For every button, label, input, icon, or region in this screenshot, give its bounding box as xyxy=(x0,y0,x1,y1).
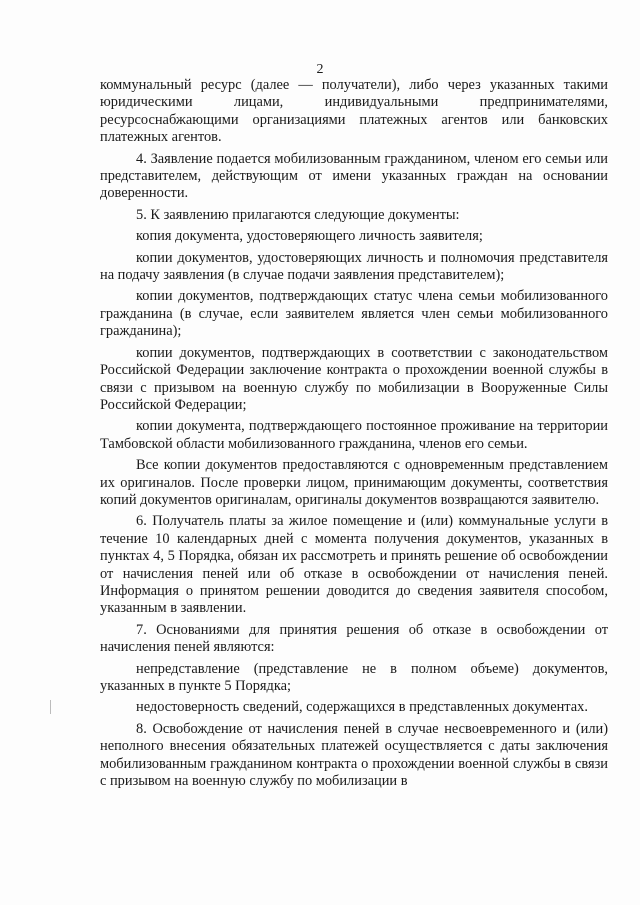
page-number: 2 xyxy=(316,62,324,77)
margin-mark xyxy=(50,700,51,714)
document-body xyxy=(100,77,608,794)
paragraph-6: 6. Получатель платы за жилое помещение и (или) коммунальные услуги в течение 10 календарных дней с момента получения документов, указанных в пунктах 4, 5 Порядка, обязан их рассмотреть и принять решение об освобождении от начисления пеней или об отказе в освобождении от начисления пеней. Информация о принятом решении доводится до сведения заявителя способом, указанным в заявлении. xyxy=(100,513,608,617)
paragraph-5-6: Все копии документов предоставляются с одновременным представлением их оригиналов. После проверки лицом, принимающим документы, соответствия копий документов оригиналам, оригиналы документов возвращаются заявителю. xyxy=(100,457,608,508)
paragraph-continuation: коммунальный ресурс (далее — получатели), либо через указанных такими юридическими лицами, индивидуальными предпринимателями, ресурсоснабжающими организациями платежных агентов или банковских платежных агентов. xyxy=(100,77,608,146)
paragraph-5-5: копии документа, подтверждающего постоянное проживание на территории Тамбовской области мобилизованного гражданина, членов его семьи. xyxy=(100,418,608,452)
paragraph-5-3: копии документов, подтверждающих статус члена семьи мобилизованного гражданина (в случае, если заявителем является член семьи мобилизованного гражданина); xyxy=(100,288,608,340)
paragraph-7: 7. Основаниями для принятия решения об отказе в освобождении от начисления пеней являются: xyxy=(100,621,608,656)
paragraph-5-1: копия документа, удостоверяющего личность заявителя; xyxy=(136,228,483,245)
paragraph-5-4: копии документов, подтверждающих в соответствии с законодательством Российской Федерации заключение контракта о прохождении военной службы в связи с призывом на военную службу по мобилизации в Вооруженные Силы Российской Федерации; xyxy=(100,344,608,413)
paragraph-7-1: непредставление (представление не в полном объеме) документов, указанных в пункте 5 Порядка; xyxy=(100,660,608,694)
paragraph-7-2: недостоверность сведений, содержащихся в представленных документах. xyxy=(136,699,588,716)
paragraph-5: 5. К заявлению прилагаются следующие документы: xyxy=(136,206,460,223)
paragraph-4: 4. Заявление подается мобилизованным гражданином, членом его семьи или представителем, действующим от имени указанных граждан на основании доверенности. xyxy=(100,150,608,202)
paragraph-5-2: копии документов, удостоверяющих личность и полномочия представителя на подачу заявления (в случае подачи заявления представителем); xyxy=(100,249,608,284)
paragraph-8: 8. Освобождение от начисления пеней в случае несвоевременного и (или) неполного внесения обязательных платежей осуществляется с даты заключения мобилизованным гражданином контракта о прохождении военной службы в связи с призывом на военную службу по мобилизации в xyxy=(100,720,608,790)
